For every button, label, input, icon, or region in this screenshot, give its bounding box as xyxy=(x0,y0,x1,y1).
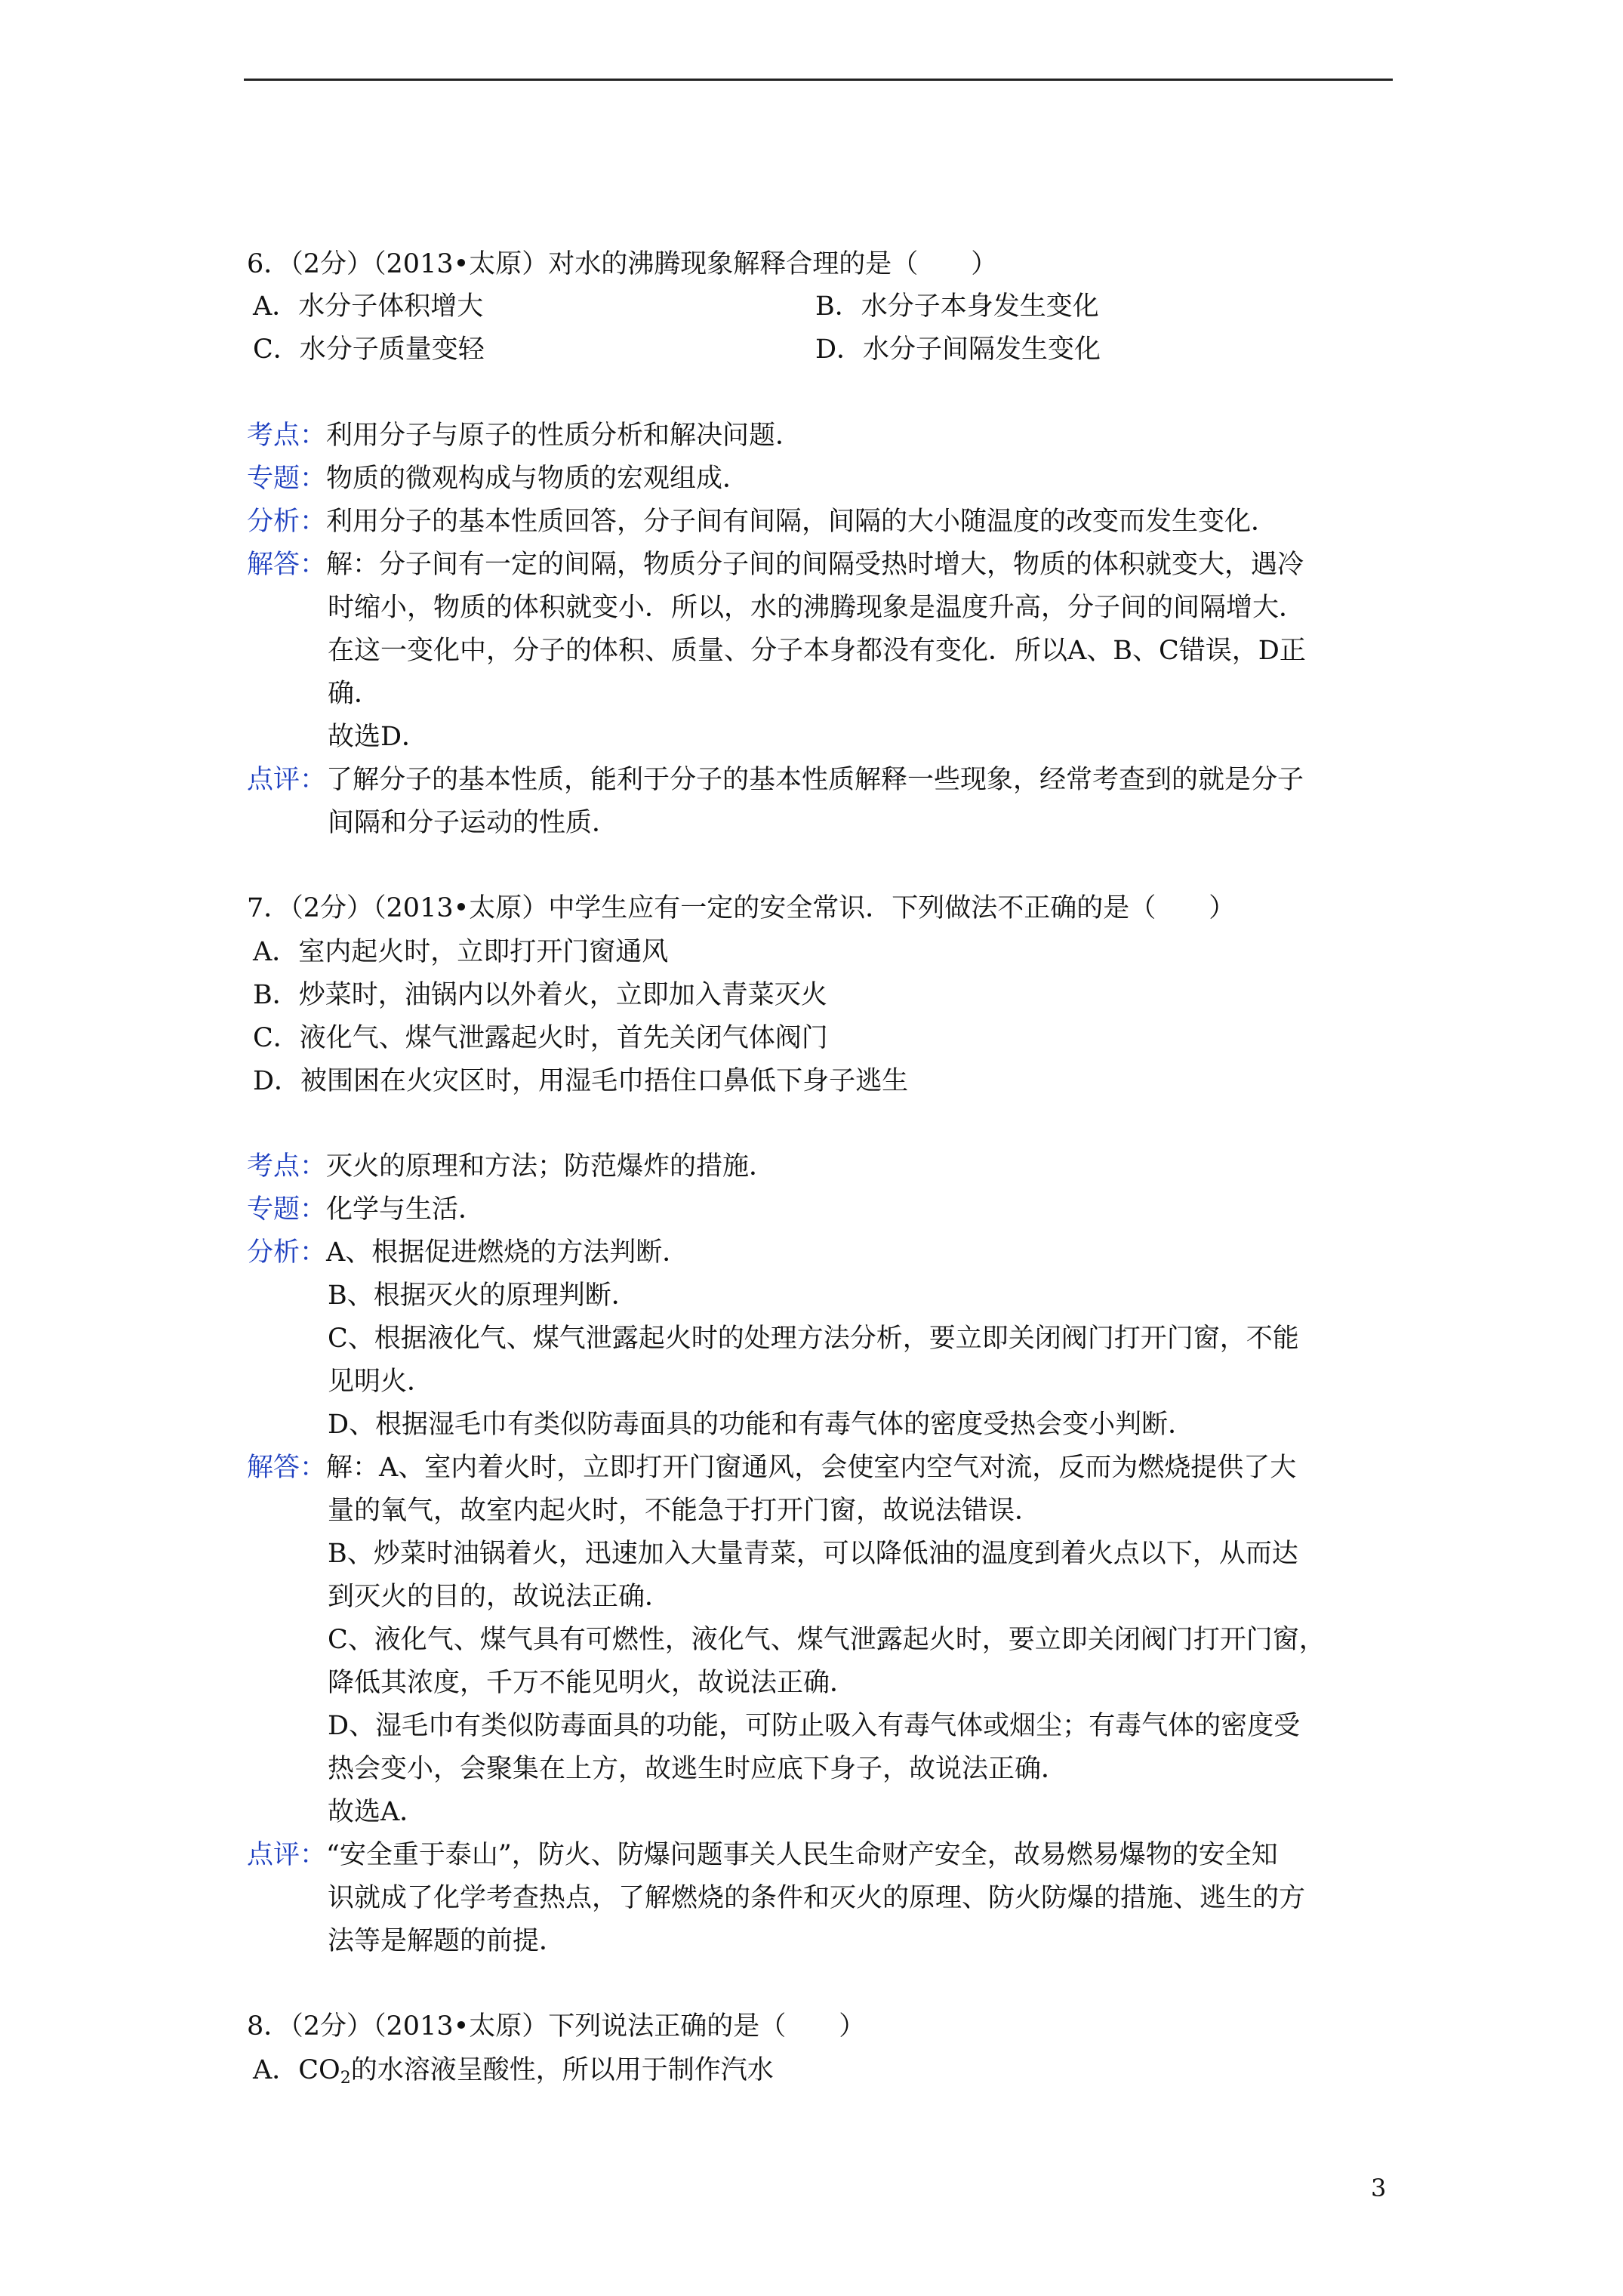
q7-jieda xyxy=(247,1453,1296,1483)
q6-jieda-line5: 故选D． xyxy=(328,722,429,752)
dianping-label: 点评： xyxy=(247,765,327,795)
question-7-stem: 7．（2分）（2013•太原）中学生应有一定的安全常识．下列做法不正确的是（ ） xyxy=(247,893,1236,923)
q6-fenxi xyxy=(247,507,1277,537)
question-8-stem: 8．（2分）（2013•太原）下列说法正确的是（ ） xyxy=(247,2011,866,2042)
q8-option-a-prefix: A．CO xyxy=(253,2055,340,2085)
q7-zhuanti xyxy=(247,1194,485,1225)
q7-jieda-line4: 到灭火的目的，故说法正确． xyxy=(328,1582,672,1612)
kaodian-label: 考点： xyxy=(247,421,327,451)
fenxi-label: 分析： xyxy=(247,507,327,537)
q6-option-d: D．水分子间隔发生变化 xyxy=(815,334,1101,365)
kaodian-label: 考点： xyxy=(247,1151,327,1182)
q6-dianping-line2: 间隔和分子运动的性质． xyxy=(328,808,619,838)
q6-option-c: C．水分子质量变轻 xyxy=(253,334,485,365)
q7-option-b: B．炒菜时，油锅内以外着火，立即加入青菜灭火 xyxy=(253,980,827,1010)
q7-dianping-line3: 法等是解题的前提． xyxy=(328,1926,566,1956)
q7-option-c: C．液化气、煤气泄露起火时，首先关闭气体阀门 xyxy=(253,1023,828,1053)
q7-jieda-line8: 热会变小，会聚集在上方，故逃生时应底下身子，故说法正确． xyxy=(328,1754,1068,1784)
q6-zhuanti xyxy=(247,464,749,494)
fenxi-text: 利用分子的基本性质回答，分子间有间隔，间隔的大小随温度的改变而发生变化． xyxy=(326,507,1278,537)
q7-jieda-line2: 量的氧气，故室内起火时，不能急于打开门窗，故说法错误． xyxy=(328,1496,1042,1526)
jieda-text: 解：分子间有一定的间隔，物质分子间的间隔受热时增大，物质的体积就变大，遇冷 xyxy=(326,550,1304,580)
kaodian-text: 利用分子与原子的性质分析和解决问题． xyxy=(326,421,802,451)
q7-jieda-line5: C、液化气、煤气具有可燃性，液化气、煤气泄露起火时，要立即关闭阀门打开门窗， xyxy=(328,1625,1326,1655)
zhuanti-label: 专题： xyxy=(247,1194,327,1225)
q6-dianping xyxy=(247,765,1304,795)
q8-option-a-text: 的水溶液呈酸性，所以用于制作汽水 xyxy=(350,2055,774,2085)
zhuanti-text: 物质的微观构成与物质的宏观组成． xyxy=(326,464,750,494)
fenxi-text: A、根据促进燃烧的方法判断． xyxy=(326,1237,689,1268)
kaodian-text: 灭火的原理和方法；防范爆炸的措施． xyxy=(326,1151,776,1182)
q7-jieda-line3: B、炒菜时油锅着火，迅速加入大量青菜，可以降低油的温度到着火点以下，从而达 xyxy=(328,1539,1298,1569)
q8-option-a xyxy=(253,2055,774,2094)
q6-jieda-line3: 在这一变化中，分子的体积、质量、分子本身都没有变化．所以A、B、C错误，D正 xyxy=(328,636,1306,666)
zhuanti-text: 化学与生活． xyxy=(326,1194,485,1225)
q6-kaodian xyxy=(247,421,802,451)
q7-jieda-line9: 故选A． xyxy=(328,1797,427,1827)
q7-dianping-line2: 识就成了化学考查热点，了解燃烧的条件和灭火的原理、防火防爆的措施、逃生的方 xyxy=(328,1883,1306,1913)
page-number: 3 xyxy=(1371,2174,1387,2202)
q7-fenxi-line4: 见明火． xyxy=(328,1367,434,1397)
zhuanti-label: 专题： xyxy=(247,464,327,494)
jieda-label: 解答： xyxy=(247,550,327,580)
q7-fenxi xyxy=(247,1237,688,1268)
q7-option-a: A．室内起火时，立即打开门窗通风 xyxy=(253,937,669,967)
q7-fenxi-line3: C、根据液化气、煤气泄露起火时的处理方法分析，要立即关闭阀门打开门窗，不能 xyxy=(328,1324,1299,1354)
q6-jieda-line2: 时缩小，物质的体积就变小．所以，水的沸腾现象是温度升高，分子间的间隔增大． xyxy=(328,593,1306,623)
q7-fenxi-line5: D、根据湿毛巾有类似防毒面具的功能和有毒气体的密度受热会变小判断． xyxy=(328,1410,1195,1440)
dianping-label: 点评： xyxy=(247,1840,327,1870)
q6-option-a: A．水分子体积增大 xyxy=(253,291,484,322)
question-6-stem: 6．（2分）（2013•太原）对水的沸腾现象解释合理的是（ ） xyxy=(247,249,998,279)
q7-jieda-line7: D、湿毛巾有类似防毒面具的功能，可防止吸入有毒气体或烟尘；有毒气体的密度受 xyxy=(328,1711,1301,1741)
jieda-text: 解：A、室内着火时，立即打开门窗通风，会使室内空气对流，反而为燃烧提供了大 xyxy=(326,1453,1297,1483)
dianping-text: “安全重于泰山”，防火、防爆问题事关人民生命财产安全，故易燃易爆物的安全知 xyxy=(326,1840,1278,1870)
q8-option-a-subscript: 2 xyxy=(340,2069,351,2088)
q7-kaodian xyxy=(247,1151,775,1182)
q6-jieda xyxy=(247,550,1304,580)
fenxi-label: 分析： xyxy=(247,1237,327,1268)
jieda-label: 解答： xyxy=(247,1453,327,1483)
q7-fenxi-line2: B、根据灭火的原理判断． xyxy=(328,1281,638,1311)
q6-jieda-line4: 确． xyxy=(328,679,381,709)
q7-dianping xyxy=(247,1840,1278,1870)
dianping-text: 了解分子的基本性质，能利于分子的基本性质解释一些现象，经常考查到的就是分子 xyxy=(326,765,1304,795)
q7-option-d: D．被围困在火灾区时，用湿毛巾捂住口鼻低下身子逃生 xyxy=(253,1066,909,1096)
q7-jieda-line6: 降低其浓度，千万不能见明火，故说法正确． xyxy=(328,1668,857,1698)
q6-option-b: B．水分子本身发生变化 xyxy=(815,291,1099,322)
header-rule xyxy=(244,79,1393,81)
